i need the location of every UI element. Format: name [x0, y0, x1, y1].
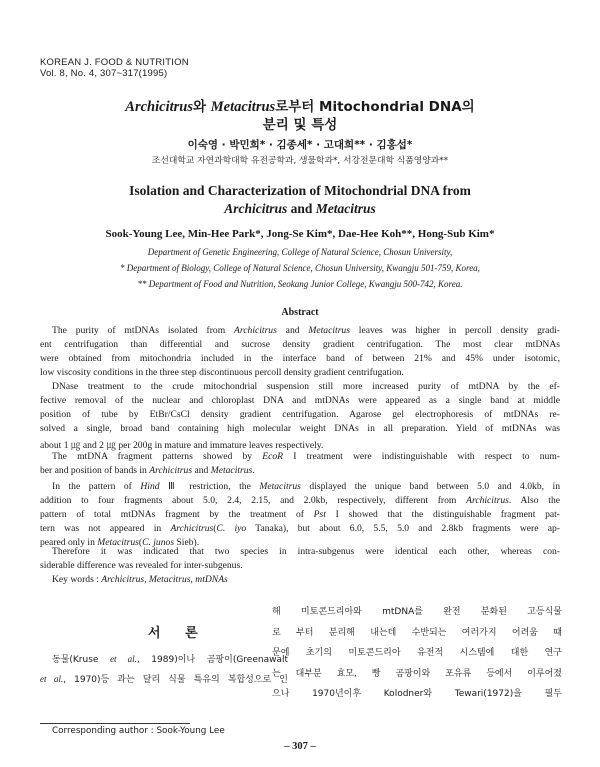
abstract-line	[40, 495, 560, 506]
line-text: were obtained from mitochondria included in the interface band of between 21% and 45% under isotomic,	[40, 353, 560, 364]
abstract-line	[40, 523, 560, 534]
english-title-line-2	[0, 201, 600, 217]
title-genus-b: Metacitrus	[210, 99, 276, 115]
line-text: leaves was higher in percoll density gradi-	[349, 325, 560, 336]
english-title-genus-b: Metacitrus	[315, 201, 376, 216]
abstract-line	[52, 451, 560, 462]
line-text: .	[252, 465, 255, 476]
abstract-line	[40, 339, 560, 350]
line-text: Therefore it was indicated that two species in intra-subgenus were identical each other, whereas con-	[52, 546, 560, 557]
abstract-line	[40, 409, 560, 420]
line-text: and	[192, 465, 211, 476]
intro-left-line	[40, 672, 288, 685]
abstract-line	[52, 381, 560, 392]
abstract-line	[40, 367, 560, 378]
line-text: The purity of mtDNAs isolated from	[52, 325, 235, 336]
english-title-line-1: Isolation and Characterization of Mitochondrial DNA from	[129, 183, 471, 198]
italic-term: Archicitrus	[234, 325, 277, 336]
footnote-rule	[40, 723, 190, 724]
italic-term: C. junos	[142, 537, 175, 548]
italic-term: C. iyo	[216, 523, 247, 534]
corresponding-author-note: Corresponding author : Sook-Young Lee	[52, 726, 225, 736]
keywords-text: Archicitrus, Metacitrus, mtDNAs	[101, 574, 228, 585]
italic-term: Metacitrus	[210, 465, 253, 476]
line-text: low viscosity conditions in the three step discontinuous percoll density gradient centrifugation.	[40, 367, 404, 378]
korean-authors: 이숙영 · 박민희* · 김종세* · 고대희** · 김홍섭*	[187, 139, 413, 151]
italic-term: Archicitrus	[466, 495, 509, 506]
intro-left-line	[52, 652, 288, 665]
abstract-line	[40, 353, 560, 364]
line-text: displayed the unique band between 5.0 and 4.0kb, in	[300, 481, 560, 492]
line-text: position of tube by EtBr/CsCl density gradient centrifugation. Agarose gel electrophoresis of mtDNAs re-	[40, 409, 560, 420]
italic-term: Metacitrus	[97, 537, 139, 548]
line-text: , 1970)등 과는 달리 식물 특유의 복합성으로 인	[63, 675, 288, 685]
italic-term: Metacitrus	[308, 325, 350, 336]
italic-term: Hind	[140, 481, 160, 492]
journal-volume: Vol. 8, No. 4, 307~317(1995)	[40, 68, 168, 79]
italic-term: Archicitrus	[149, 465, 193, 476]
line-text: In the pattern of	[52, 481, 141, 492]
italic-term: Archicitrus	[170, 523, 214, 534]
page-number: – 307 –	[284, 741, 316, 752]
line-text: ent centrifugation than differential and sucrose density gradient centrifugation. The most clear mtDNAs	[40, 339, 560, 350]
english-authors: Sook-Young Lee, Min-Hee Park*, Jong-Se Kim*, Dae-Hee Koh**, Hong-Sub Kim*	[105, 228, 495, 240]
italic-term: EcoR	[262, 451, 284, 462]
line-text: pattern of total mtDNAs fragment by the treatment of	[40, 509, 314, 520]
line-text: fective removal of the nuclear and chloroplast DNA and mtDNAs were appeared as a single band at middle	[40, 395, 560, 406]
intro-right-line: 는 대부분 효모, 빵 곰팡이와 포유류 등에서 이루어졌	[272, 668, 562, 679]
line-text: 동물(Kruse	[52, 655, 111, 665]
line-text: addition to four fragments about 5.0, 2.4, 2.15, and 2.0kb, respectively, different from	[40, 495, 467, 506]
line-text: I treatment were indistinguishable with respect to num-	[283, 451, 560, 462]
italic-term: et al.	[110, 654, 137, 664]
korean-title-line-2: 분리 및 특성	[262, 117, 338, 133]
title-genus-a: Archicitrus	[125, 99, 193, 115]
abstract-line	[40, 509, 560, 520]
line-text: Sieb).	[174, 537, 200, 548]
line-text: , 1989)이나 곰팡이(Greenawalt	[136, 655, 289, 665]
line-text: (	[138, 537, 143, 548]
abstract-line	[40, 423, 560, 434]
line-text: Ⅲ restriction, the	[159, 481, 260, 492]
line-text: about 1 ㎍ and 2 ㎍ per 200g in mature and immature leaves respectively.	[40, 440, 324, 451]
line-text: . Also the	[508, 495, 561, 506]
affiliation-line: ** Department of Food and Nutrition, Seokang Junior College, Kwangju 500-742, Korea.	[137, 279, 463, 289]
line-text: I showed that the distinguishable fragment pat-	[325, 509, 560, 520]
italic-term: Metacitrus	[259, 481, 301, 492]
line-text: siderable difference was revealed for inter-subgenus.	[40, 560, 243, 571]
title-rest: 로부터 Mitochondrial DNA의	[275, 99, 475, 115]
line-text: Tanaka), but about 6.0, 5.5, 5.0 and 2.8kb fragments were ap-	[246, 523, 561, 534]
keywords-label: Key words :	[52, 574, 102, 585]
abstract-line	[52, 546, 560, 557]
line-text: solved a single, broad band containing high molecular weight DNAs in all preparation. Yield of mtDNAs was	[40, 423, 560, 434]
abstract-line	[52, 325, 560, 336]
abstract-line	[40, 465, 560, 476]
title-particle: 와	[192, 99, 211, 115]
abstract-line	[40, 395, 560, 406]
line-text: and	[276, 325, 309, 336]
line-text: (	[213, 523, 217, 534]
abstract-line	[40, 560, 560, 571]
english-title-and: and	[287, 201, 316, 216]
intro-right-line: 로 부터 분리해 내는데 수반되는 여러가지 어려움 때	[272, 627, 562, 638]
affiliation-line: Department of Genetic Engineering, College of Natural Science, Chosun University,	[147, 247, 453, 257]
line-text: The mtDNA fragment patterns showed by	[52, 451, 263, 462]
journal-header	[40, 57, 189, 79]
intro-right-line: 문에 초기의 미토콘드리아 유전적 시스템에 대한 연구	[272, 648, 562, 658]
line-text: ber and position of bands in	[40, 465, 150, 476]
italic-term: et al.	[40, 674, 64, 684]
line-text: peared only in	[40, 537, 98, 548]
section-heading: 서 론	[148, 626, 208, 641]
korean-affiliation: 조선대학교 자연과학대학 유전공학과, 생물학과*, 서강전문대학 식품영양과**	[151, 156, 449, 166]
intro-right-line: 으나 1970년이후 Kolodner와 Tewari(1972)을 필두	[272, 689, 562, 699]
english-title-genus-a: Archicitrus	[224, 201, 288, 216]
abstract-line	[52, 481, 560, 492]
italic-term: Pst	[313, 509, 326, 520]
journal-name: KOREAN J. FOOD & NUTRITION	[40, 57, 189, 68]
line-text: tern was not appeared in	[40, 523, 171, 534]
abstract-line	[40, 437, 560, 451]
affiliation-line: * Department of Biology, College of Natural Science, Chosun University, Kwangju 501-759, Korea,	[120, 263, 480, 273]
line-text: DNase treatment to the crude mitochondrial suspension still more increased purity of mtDNA by the ef-	[52, 381, 560, 392]
abstract-heading: Abstract	[281, 307, 319, 318]
intro-right-line: 해 미토콘드리아와 mtDNA를 완전 분화된 고등식물	[272, 607, 562, 617]
keywords-line	[52, 574, 560, 585]
